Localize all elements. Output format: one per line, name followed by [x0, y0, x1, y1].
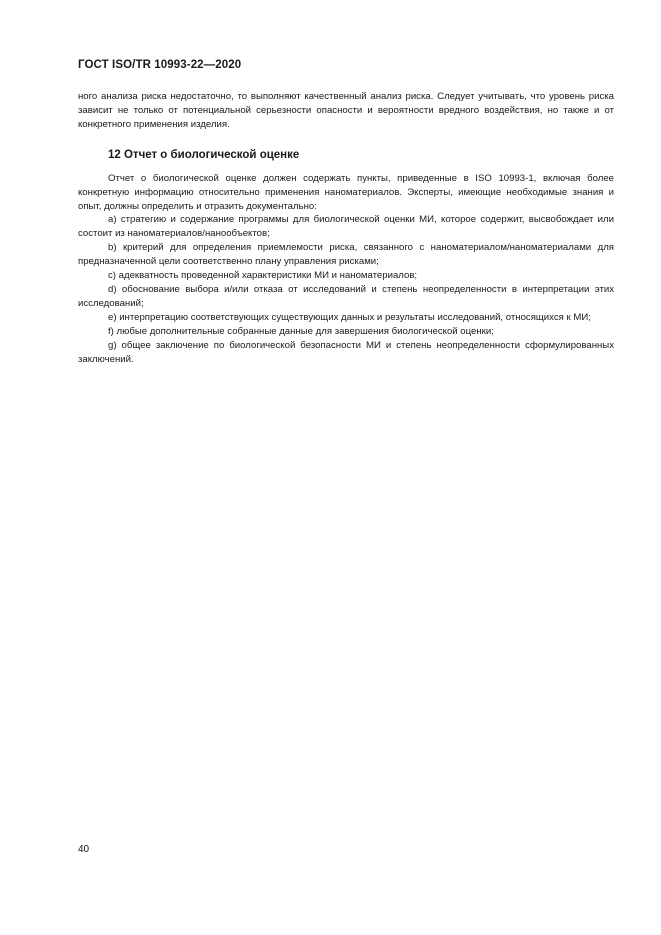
list-item-b: b) критерий для определения приемлемости риска, связанного с наноматериалом/наноматериалами для предназначенной цели соответственно плану управления рисками; [78, 242, 614, 268]
section-title: 12 Отчет о биологической оценке [108, 148, 300, 161]
section-intro-paragraph: Отчет о биологической оценке должен содержать пункты, приведенные в ISO 10993-1, включая более конкретную информацию относительно применения наноматериалов. Эксперты, имеющие необходимые знания и опыт, должны определить и отразить документально: [78, 172, 614, 212]
page-number: 40 [78, 844, 90, 855]
continuation-paragraph: ного анализа риска недостаточно, то выполняют качественный анализ риска. Следует учитывать, что уровень риска зависит не только от потенциальной серьезности опасности и вероятности вредного воздействия, но также и от конкретного применения изделия. [78, 91, 614, 130]
list-item-d: d) обоснование выбора и/или отказа от исследований и степень неопределенности в интерпретации этих исследований; [78, 283, 614, 309]
list-item-g: g) общее заключение по биологической безопасности МИ и степень неопределенности сформулированных заключений. [78, 339, 614, 365]
document-header: ГОСТ ISO/TR 10993-22—2020 [78, 59, 242, 71]
page-body [78, 90, 614, 366]
list-item-e: e) интерпретацию соответствующих существующих данных и результаты исследований, относящихся к МИ; [108, 311, 591, 323]
list-item-c: c) адекватность проведенной характеристики МИ и наноматериалов; [108, 270, 418, 282]
list-item-a: a) стратегию и содержание программы для биологической оценки МИ, которое содержит, высвобождает или состоит из наноматериалов/нанообъектов; [78, 214, 614, 240]
list-item-f: f) любые дополнительные собранные данные для завершения биологической оценки; [108, 325, 494, 337]
